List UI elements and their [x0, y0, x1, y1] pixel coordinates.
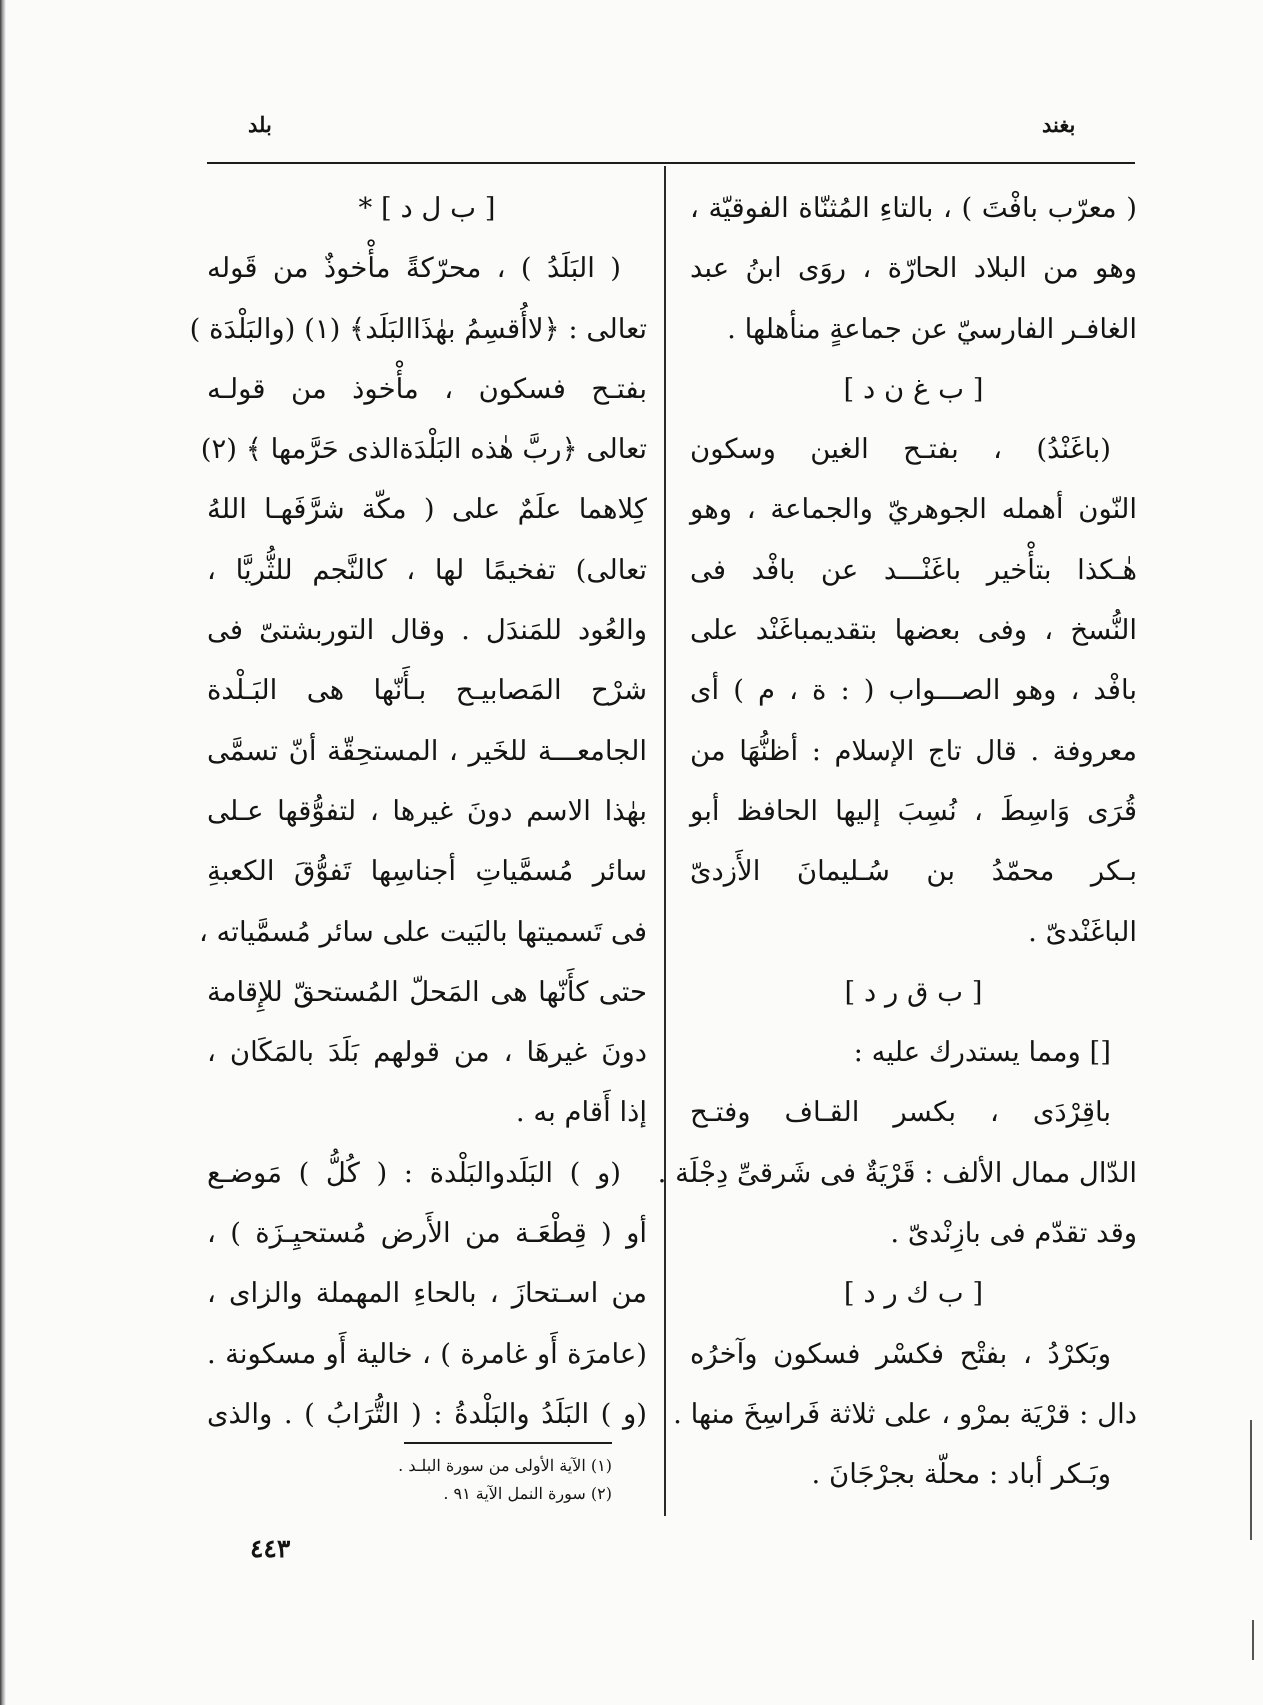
left-column-line: من اسـتحازَ ، بالحاءِ المهملة والزاى ، — [207, 1277, 647, 1310]
left-column-line: (عامرَة أَو غامرة ) ، خالية أَو مسكونة . — [207, 1337, 647, 1370]
right-column-line: قُرَى وَاسِطَ ، نُسِبَ إليها الحافظ أبو — [690, 794, 1137, 827]
running-header-right: بغند — [1042, 112, 1076, 137]
right-column-line: النّون أهمله الجوهريّ والجماعة ، وهو — [690, 493, 1137, 526]
scan-margin-mark — [1250, 1420, 1252, 1540]
footnotes — [330, 1452, 612, 1508]
footnote-2: (٢) سورة النمل الآية ٩١ . — [443, 1484, 612, 1503]
right-column-line: وبَكرْدُ ، بفتْح فكسْر فسكون وآخرُه — [690, 1337, 1111, 1370]
right-column-line: بافْد ، وهو الصـــواب ( : ة ، م ) أى — [690, 674, 1137, 707]
running-header-left: بلد — [248, 112, 272, 137]
footnote-1: (١) الآية الأولى من سورة البلـد . — [398, 1456, 612, 1475]
left-column — [189, 178, 647, 1444]
left-column-line: الجامعـــة للخَير ، المستحِقّة أنّ تسمَّى — [207, 734, 647, 767]
left-column-line: كِلاهما علَمٌ على ( مكّة شرَّفَهـا اللهُ — [207, 493, 647, 526]
right-column-line: الباغَنْدىّ . — [1028, 915, 1137, 948]
right-column-line: وبَـكر أباد : محلّة بجرْجَانَ . — [811, 1458, 1111, 1491]
right-column — [657, 178, 1137, 1505]
page-number: ٤٤٣ — [250, 1534, 291, 1563]
right-column-line: وقد تقدّم فى بازِنْدىّ . — [890, 1217, 1137, 1250]
footnote-rule — [404, 1442, 612, 1444]
left-column-line: (و ) البَلَدوالبَلْدة : ( كُلُّ ) مَوضـع — [207, 1156, 621, 1189]
left-column-line: حتى كأَنّها هى المَحلّ المُستحقّ للإِقامة — [207, 975, 647, 1008]
left-column-line: دونَ غيرهَا ، من قولهم بَلَدَ بالمَكَان ، — [207, 1036, 647, 1069]
left-column-line: تعالى : ﴿لاأُقسِمُ بهٰذَاالبَلَد﴾ (١) (والبَلْدَة ) — [189, 312, 647, 345]
left-column-line: تعالى) تفخيمًا لها ، كالنَّجم للثُّريَّا ، — [207, 553, 647, 586]
right-column-line: النُّسخ ، وفى بعضها بتقديمباغَنْد على — [690, 614, 1137, 647]
right-column-line: [ ب ق ر د ] — [844, 975, 983, 1008]
left-column-line: بهٰذا الاسم دونَ غيرها ، لتفوُّقها عـلى — [207, 794, 647, 827]
right-column-line: ( معرّب بافْتَ ) ، بالتاءِ المُثنّاة الفوقيّة ، — [690, 192, 1137, 224]
left-column-line: (و ) البَلَدُ والبَلْدةُ : ( التُّرَابُ ) . والذى — [207, 1397, 647, 1430]
scan-margin-mark — [1252, 1620, 1254, 1660]
right-column-line: (باغَنْدُ) ، بفتـح الغين وسكون — [690, 433, 1111, 466]
header-rule — [207, 162, 1135, 164]
left-column-line: [ ب ل د ] * — [358, 192, 496, 224]
right-column-line: دال : قرْيَة بمرْو ، على ثلاثة فَراسِخَ منها . — [673, 1397, 1137, 1430]
right-column-line: [] ومما يستدرك عليه : — [853, 1036, 1111, 1069]
left-column-line: ( البَلَدُ ) ، محرّكةً مأْخوذٌ من قَوله — [207, 252, 621, 285]
left-column-line: فى تَسميتها بالبَيت على سائر مُسمَّياته ، — [198, 915, 647, 948]
left-column-line: سائر مُسمَّياتِ أجناسِها تَفوُّقَ الكعبةِ — [207, 855, 647, 888]
left-column-line: بفتـح فسكون ، مأْخوذ من قولـه — [207, 372, 647, 405]
right-column-line: [ ب ك ر د ] — [843, 1277, 984, 1310]
left-column-line: تعالى ﴿ربَّ هٰذه البَلْدَةالذى حَرَّمها ﴾ (٢) — [200, 433, 647, 466]
left-column-line: شرْح المَصابيـح بـأَنّها هى البَـلْدة — [207, 674, 647, 707]
right-column-line: باقِرْدَى ، بكسر القـاف وفتـح — [690, 1096, 1111, 1129]
right-column-line: هٰـكذا بتأْخير باغَنْـــد عن بافْد فى — [690, 553, 1137, 586]
right-column-line: الدّال ممال الألف : قَرْيَةٌ فى شَرقىِّ دِجْلَة . — [657, 1156, 1137, 1189]
left-column-line: أو ( قِطْعَـة من الأَرض مُستحيِـزَة ) ، — [207, 1217, 647, 1250]
left-column-line: والعُود للمَندَل . وقال التوربشتىّ فى — [207, 614, 647, 647]
left-column-line: إذا أَقام به . — [515, 1096, 647, 1129]
right-column-line: [ ب غ ن د ] — [843, 372, 984, 405]
right-column-line: وهو من البلاد الحارّة ، روَى ابنُ عبد — [690, 252, 1137, 285]
page-edge — [0, 0, 6, 1705]
right-column-line: الغافـر الفارسيّ عن جماعةٍ منأهلها . — [727, 312, 1137, 345]
right-column-line: بـكر محمّدُ بن سُـليمانَ الأَزدىّ — [690, 855, 1137, 888]
column-divider — [664, 166, 666, 1516]
right-column-line: معروفة . قال تاج الإسلام : أظنُّهَا من — [690, 734, 1137, 767]
